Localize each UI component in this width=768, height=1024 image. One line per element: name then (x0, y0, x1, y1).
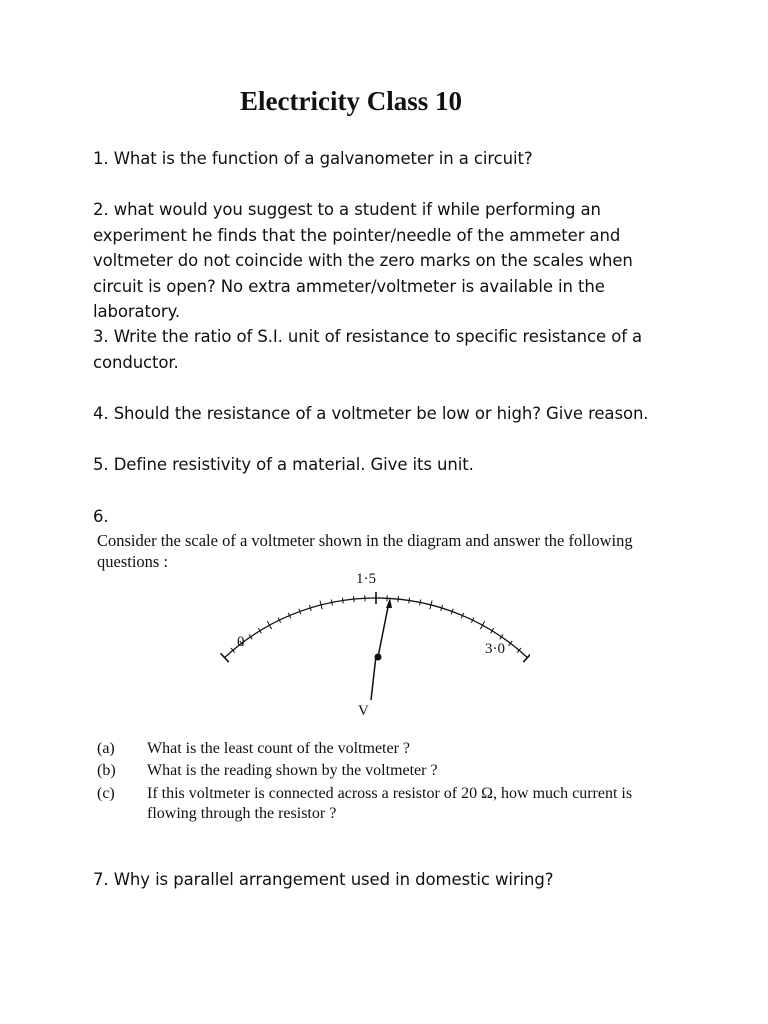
scale-tick (409, 598, 410, 604)
voltmeter-scale-diagram (150, 560, 530, 730)
voltmeter-scale-ticks (221, 592, 530, 662)
question-6-intro: Consider the scale of a voltmeter shown in the diagram and answer the following questions : (97, 531, 633, 571)
scale-unit-label: V (358, 703, 369, 719)
question-5: 5. Define resistivity of a material. Give its unit. (93, 455, 474, 474)
subquestion-a-label: (a) (97, 740, 115, 757)
voltmeter-stem (371, 656, 376, 700)
question-3: 3. Write the ratio of S.I. unit of resistance to specific resistance of a conductor. (93, 327, 643, 372)
question-4: 4. Should the resistance of a voltmeter be low or high? Give reason. (93, 404, 649, 423)
page-title: Electricity Class 10 (240, 86, 462, 116)
subquestion-a-text: What is the least count of the voltmeter ? (147, 740, 411, 757)
scale-min-label: 0 (237, 634, 245, 650)
question-2: 2. what would you suggest to a student if while performing an experiment he finds that the pointer/needle of the ammeter and voltmeter do not coincide with the zero marks on the scales when circuit is open? No extra ammeter/voltmeter is available in the laboratory. (93, 200, 633, 321)
question-1: 1. What is the function of a galvanometer in a circuit? (93, 149, 533, 168)
subquestion-b-label: (b) (97, 762, 116, 779)
subquestion-b-text: What is the reading shown by the voltmeter ? (147, 762, 438, 779)
scale-tick (342, 598, 343, 604)
subquestion-c-label: (c) (97, 785, 115, 802)
scale-tick (480, 621, 484, 629)
voltmeter-pointer (378, 602, 389, 657)
subquestion-c-text: If this voltmeter is connected across a resistor of 20 Ω, how much current is flowing through the resistor ? (147, 785, 633, 822)
scale-tick (398, 596, 399, 602)
question-6-number: 6. (93, 507, 109, 526)
voltmeter-scale-arc (225, 598, 528, 658)
scale-tick (267, 621, 271, 629)
scale-mid-label: 1·5 (356, 571, 376, 587)
question-7: 7. Why is parallel arrangement used in domestic wiring? (93, 870, 554, 889)
scale-tick (354, 596, 355, 602)
scale-tick (331, 599, 332, 605)
pointer-pivot (375, 654, 382, 661)
scale-tick (420, 599, 421, 605)
scale-max-label: 3·0 (485, 641, 505, 657)
